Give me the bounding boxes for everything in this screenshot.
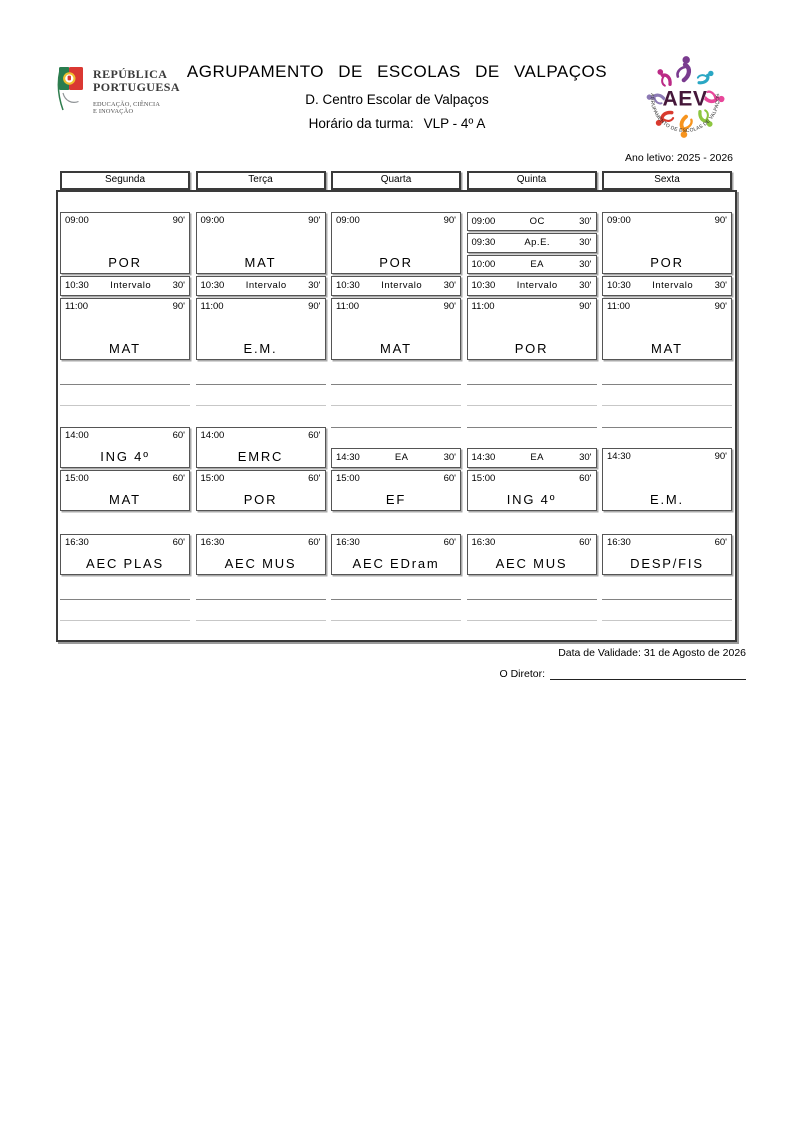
block-subject: AEC MUS bbox=[495, 556, 568, 571]
block-subject: EA bbox=[530, 452, 545, 464]
block-duration: 90' bbox=[443, 300, 456, 312]
block-duration: 60' bbox=[579, 472, 592, 484]
block-time: 16:30 bbox=[336, 537, 360, 548]
block-subject: MAT bbox=[651, 341, 683, 356]
validity-note: Data de Validade: 31 de Agosto de 2026 bbox=[558, 647, 746, 659]
block-time: 15:00 bbox=[336, 472, 360, 484]
block-time: 10:30 bbox=[607, 280, 631, 292]
block-subject: Intervalo bbox=[110, 280, 152, 292]
block-duration: 30' bbox=[579, 237, 592, 249]
block-duration: 60' bbox=[172, 429, 185, 441]
block-duration: 30' bbox=[443, 452, 456, 464]
block-duration: 90' bbox=[172, 300, 185, 312]
day-header-sexta: Sexta bbox=[602, 171, 732, 190]
block-duration: 90' bbox=[172, 214, 185, 226]
block-duration: 60' bbox=[443, 537, 456, 548]
block-time: 15:00 bbox=[65, 472, 89, 484]
block-duration: 30' bbox=[579, 215, 592, 227]
block-duration: 60' bbox=[172, 472, 185, 484]
block-subject: EA bbox=[394, 452, 409, 464]
block-duration: 60' bbox=[308, 537, 321, 548]
block-time: 09:00 bbox=[471, 215, 496, 227]
block-subject: AEC MUS bbox=[224, 556, 297, 571]
block-subject: Ap.E. bbox=[524, 237, 551, 249]
block-duration: 90' bbox=[714, 300, 727, 312]
day-header-segunda: Segunda bbox=[60, 171, 190, 190]
block-time: 10:00 bbox=[471, 258, 496, 270]
block-time: 16:30 bbox=[200, 537, 225, 548]
block-time: 14:00 bbox=[65, 429, 89, 441]
block-duration: 90' bbox=[308, 300, 321, 312]
schedule-table-border bbox=[56, 190, 737, 642]
block-time: 09:00 bbox=[607, 214, 631, 226]
block-time: 10:30 bbox=[336, 280, 360, 292]
block-time: 11:00 bbox=[336, 300, 360, 312]
block-subject: MAT bbox=[244, 255, 277, 270]
block-duration: 90' bbox=[714, 451, 727, 462]
block-duration: 30' bbox=[579, 280, 592, 292]
block-time: 10:30 bbox=[65, 280, 89, 292]
block-time: 15:00 bbox=[200, 472, 225, 484]
block-subject: EA bbox=[530, 258, 545, 270]
block-subject: DESP/FIS bbox=[630, 556, 704, 571]
block-time: 09:00 bbox=[336, 214, 360, 226]
school-name: AGRUPAMENTO DE ESCOLAS DE VALPAÇOS bbox=[186, 62, 608, 81]
block-time: 14:30 bbox=[607, 451, 631, 462]
block-time: 10:30 bbox=[471, 280, 496, 292]
day-header-quarta: Quarta bbox=[331, 171, 461, 190]
gov-logo-line: PORTUGUESA bbox=[93, 80, 180, 94]
block-duration: 90' bbox=[308, 214, 321, 226]
block-subject: MAT bbox=[109, 491, 141, 507]
block-subject: ING 4º bbox=[506, 491, 557, 507]
day-header-terca: Terça bbox=[196, 171, 326, 190]
block-subject: POR bbox=[379, 255, 413, 270]
block-time: 15:00 bbox=[471, 472, 496, 484]
block-time: 11:00 bbox=[471, 300, 495, 312]
block-time: 11:00 bbox=[200, 300, 224, 312]
block-subject: POR bbox=[243, 491, 278, 507]
block-subject: EF bbox=[385, 491, 407, 507]
block-subject: MAT bbox=[109, 341, 141, 356]
schedule-title-label: Horário da turma: bbox=[308, 116, 414, 131]
school-unit: D. Centro Escolar de Valpaços bbox=[305, 92, 489, 107]
ministry-line: E INOVAÇÃO bbox=[93, 108, 134, 115]
director-label: O Diretor: bbox=[499, 668, 545, 680]
block-time: 14:00 bbox=[200, 429, 225, 441]
block-duration: 30' bbox=[308, 280, 321, 292]
block-duration: 30' bbox=[579, 258, 592, 270]
block-duration: 60' bbox=[308, 429, 321, 441]
block-subject: E.M. bbox=[243, 341, 278, 356]
block-duration: 90' bbox=[714, 214, 727, 226]
block-duration: 90' bbox=[443, 214, 456, 226]
block-subject: EMRC bbox=[237, 448, 284, 464]
block-duration: 30' bbox=[172, 280, 185, 292]
block-subject: POR bbox=[514, 341, 549, 356]
block-subject: Intervalo bbox=[652, 280, 694, 292]
block-time: 09:00 bbox=[200, 214, 225, 226]
block-subject: Intervalo bbox=[245, 280, 287, 292]
block-duration: 30' bbox=[714, 280, 727, 292]
school-year: Ano letivo: 2025 - 2026 bbox=[625, 152, 733, 164]
block-duration: 60' bbox=[172, 537, 185, 548]
director-signature-line bbox=[550, 666, 746, 680]
aev-acronym: AEV bbox=[662, 87, 708, 111]
block-subject: POR bbox=[108, 255, 142, 270]
block-time: 09:00 bbox=[65, 214, 89, 226]
block-time: 11:00 bbox=[65, 300, 89, 312]
block-time: 14:30 bbox=[336, 452, 360, 464]
ministry-line: EDUCAÇÃO, CIÊNCIA bbox=[93, 101, 161, 108]
block-subject: POR bbox=[650, 255, 684, 270]
block-subject: E.M. bbox=[650, 491, 684, 507]
block-duration: 30' bbox=[443, 280, 456, 292]
director-signature bbox=[499, 666, 746, 680]
block-time: 10:30 bbox=[200, 280, 225, 292]
block-subject: Intervalo bbox=[516, 280, 558, 292]
block-subject: AEC EDram bbox=[352, 556, 440, 571]
day-header-quinta: Quinta bbox=[467, 171, 597, 190]
block-subject: OC bbox=[529, 215, 545, 227]
block-time: 09:30 bbox=[471, 237, 496, 249]
block-time: 14:30 bbox=[471, 452, 496, 464]
block-duration: 60' bbox=[443, 472, 456, 484]
block-subject: MAT bbox=[380, 341, 412, 356]
block-duration: 60' bbox=[579, 537, 592, 548]
block-subject: Intervalo bbox=[381, 280, 423, 292]
block-duration: 90' bbox=[579, 300, 592, 312]
block-subject: ING 4º bbox=[100, 448, 150, 464]
block-subject: AEC PLAS bbox=[86, 556, 164, 571]
aev-ring-text: AGRUPAMENTO DE ESCOLAS DE VALPAÇOS bbox=[648, 93, 722, 135]
block-time: 16:30 bbox=[471, 537, 496, 548]
block-duration: 60' bbox=[714, 537, 727, 548]
class-name: VLP - 4º A bbox=[423, 116, 486, 131]
block-duration: 60' bbox=[308, 472, 321, 484]
aev-logo bbox=[639, 52, 731, 144]
block-duration: 30' bbox=[579, 452, 592, 464]
gov-logo-line: REPÚBLICA bbox=[93, 67, 168, 81]
block-time: 16:30 bbox=[65, 537, 89, 548]
block-time: 11:00 bbox=[607, 300, 631, 312]
block-time: 16:30 bbox=[607, 537, 631, 548]
